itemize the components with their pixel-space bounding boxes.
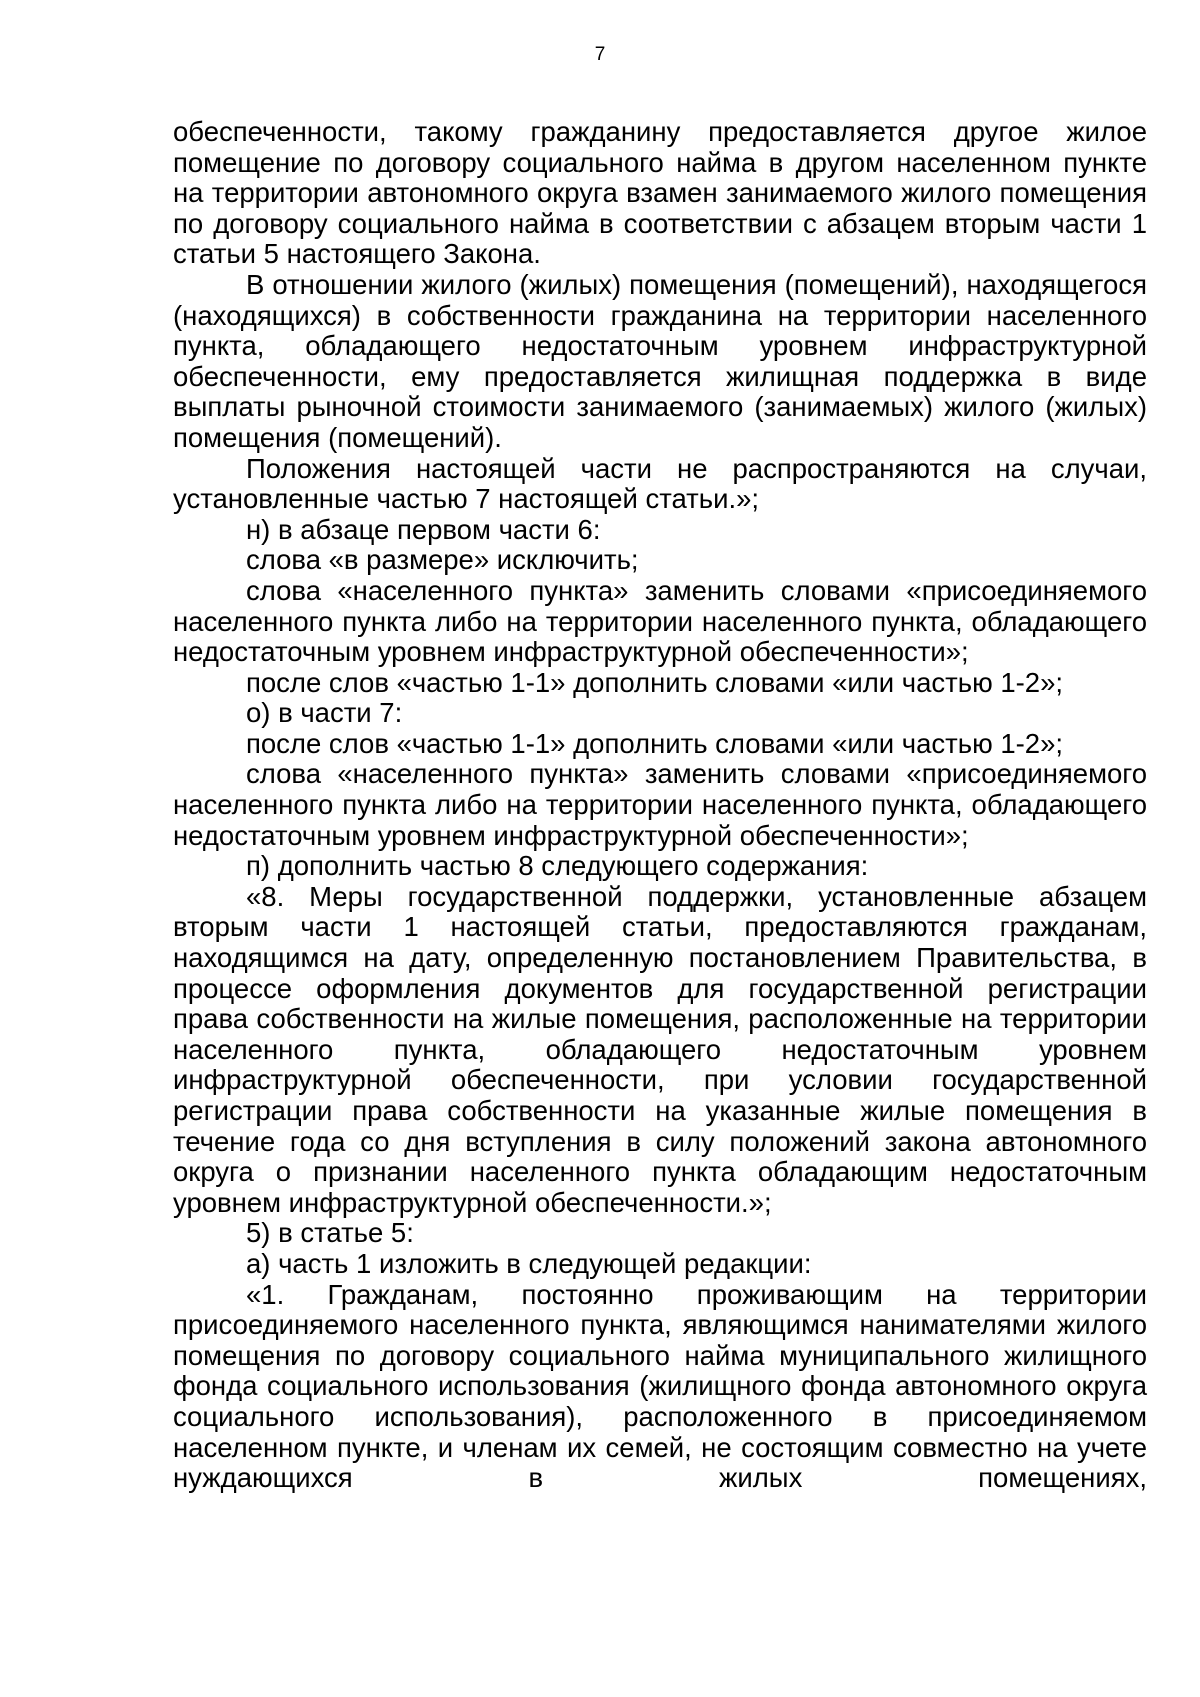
paragraph-exceptions: Положения настоящей части не распространяются на случаи, установленные частью 7 настоящей статьи.»; [173,452,1147,515]
paragraph-continuation: обеспеченности, такому гражданину предоставляется другое жилое помещение по договору социального найма в другом населенном пункте на территории автономного округа взамен занимаемого жилого помещения по договору социального найма в соответствии с абзацем вторым части 1 статьи 5 настоящего Закона. [173,116,1147,270]
item-o-add-words: после слов «частью 1-1» дополнить словами «или частью 1-2»; [246,727,1064,759]
item-n-add-words: после слов «частью 1-1» дополнить словами «или частью 1-2»; [246,666,1064,698]
item-5-heading: 5) в статье 5: [246,1217,414,1249]
document-body [173,117,1147,1494]
paragraph-ownership-support: В отношении жилого (жилых) помещения (помещений), находящегося (находящихся) в собственности гражданина на территории населенного пункта, обладающего недостаточным уровнем инфраструктурной обеспеченности, ему предоставляется жилищная поддержка в виде выплаты рыночной стоимости занимаемого (занимаемых) жилого (жилых) помещения (помещений). [173,268,1147,453]
item-o-heading: о) в части 7: [246,697,403,729]
part-1-text: «1. Гражданам, постоянно проживающим на территории присоединяемого населенного пункта, являющимся нанимателями жилого помещения по договору социального найма муниципального жилищного фонда социального использования (жилищного фонда автономного округа социального использования), расположенного в присоединяемом населенном пункте, и членам их семей, не состоящим совместно на учете нуждающихся в жилых помещениях, [173,1278,1147,1494]
page-number: 7 [594,44,606,65]
item-n-replace-words: слова «населенного пункта» заменить словами «присоединяемого населенного пункта либо на территории населенного пункта, обладающего недостаточным уровнем инфраструктурной обеспеченности»; [173,574,1147,668]
item-a-heading: а) часть 1 изложить в следующей редакции: [246,1247,812,1279]
part-8-text: «8. Меры государственной поддержки, установленные абзацем вторым части 1 настоящей статьи, предоставляются гражданам, находящимся на дату, определенную постановлением Правительства, в процессе оформления документов для государственной регистрации права собственности на жилые помещения, расположенные на территории населенного пункта, обладающего недостаточным уровнем инфраструктурной обеспеченности, при условии государственной регистрации права собственности на указанные жилые помещения в течение года со дня вступления в силу положений закона автономного округа о признании населенного пункта обладающим недостаточным уровнем инфраструктурной обеспеченности.»; [173,880,1147,1218]
item-n-heading: н) в абзаце первом части 6: [246,513,601,545]
item-o-replace-words: слова «населенного пункта» заменить словами «присоединяемого населенного пункта либо на территории населенного пункта, обладающего недостаточным уровнем инфраструктурной обеспеченности»; [173,758,1147,851]
item-n-delete-words: слова «в размере» исключить; [246,544,639,576]
item-p-heading: п) дополнить частью 8 следующего содержания: [246,850,869,882]
